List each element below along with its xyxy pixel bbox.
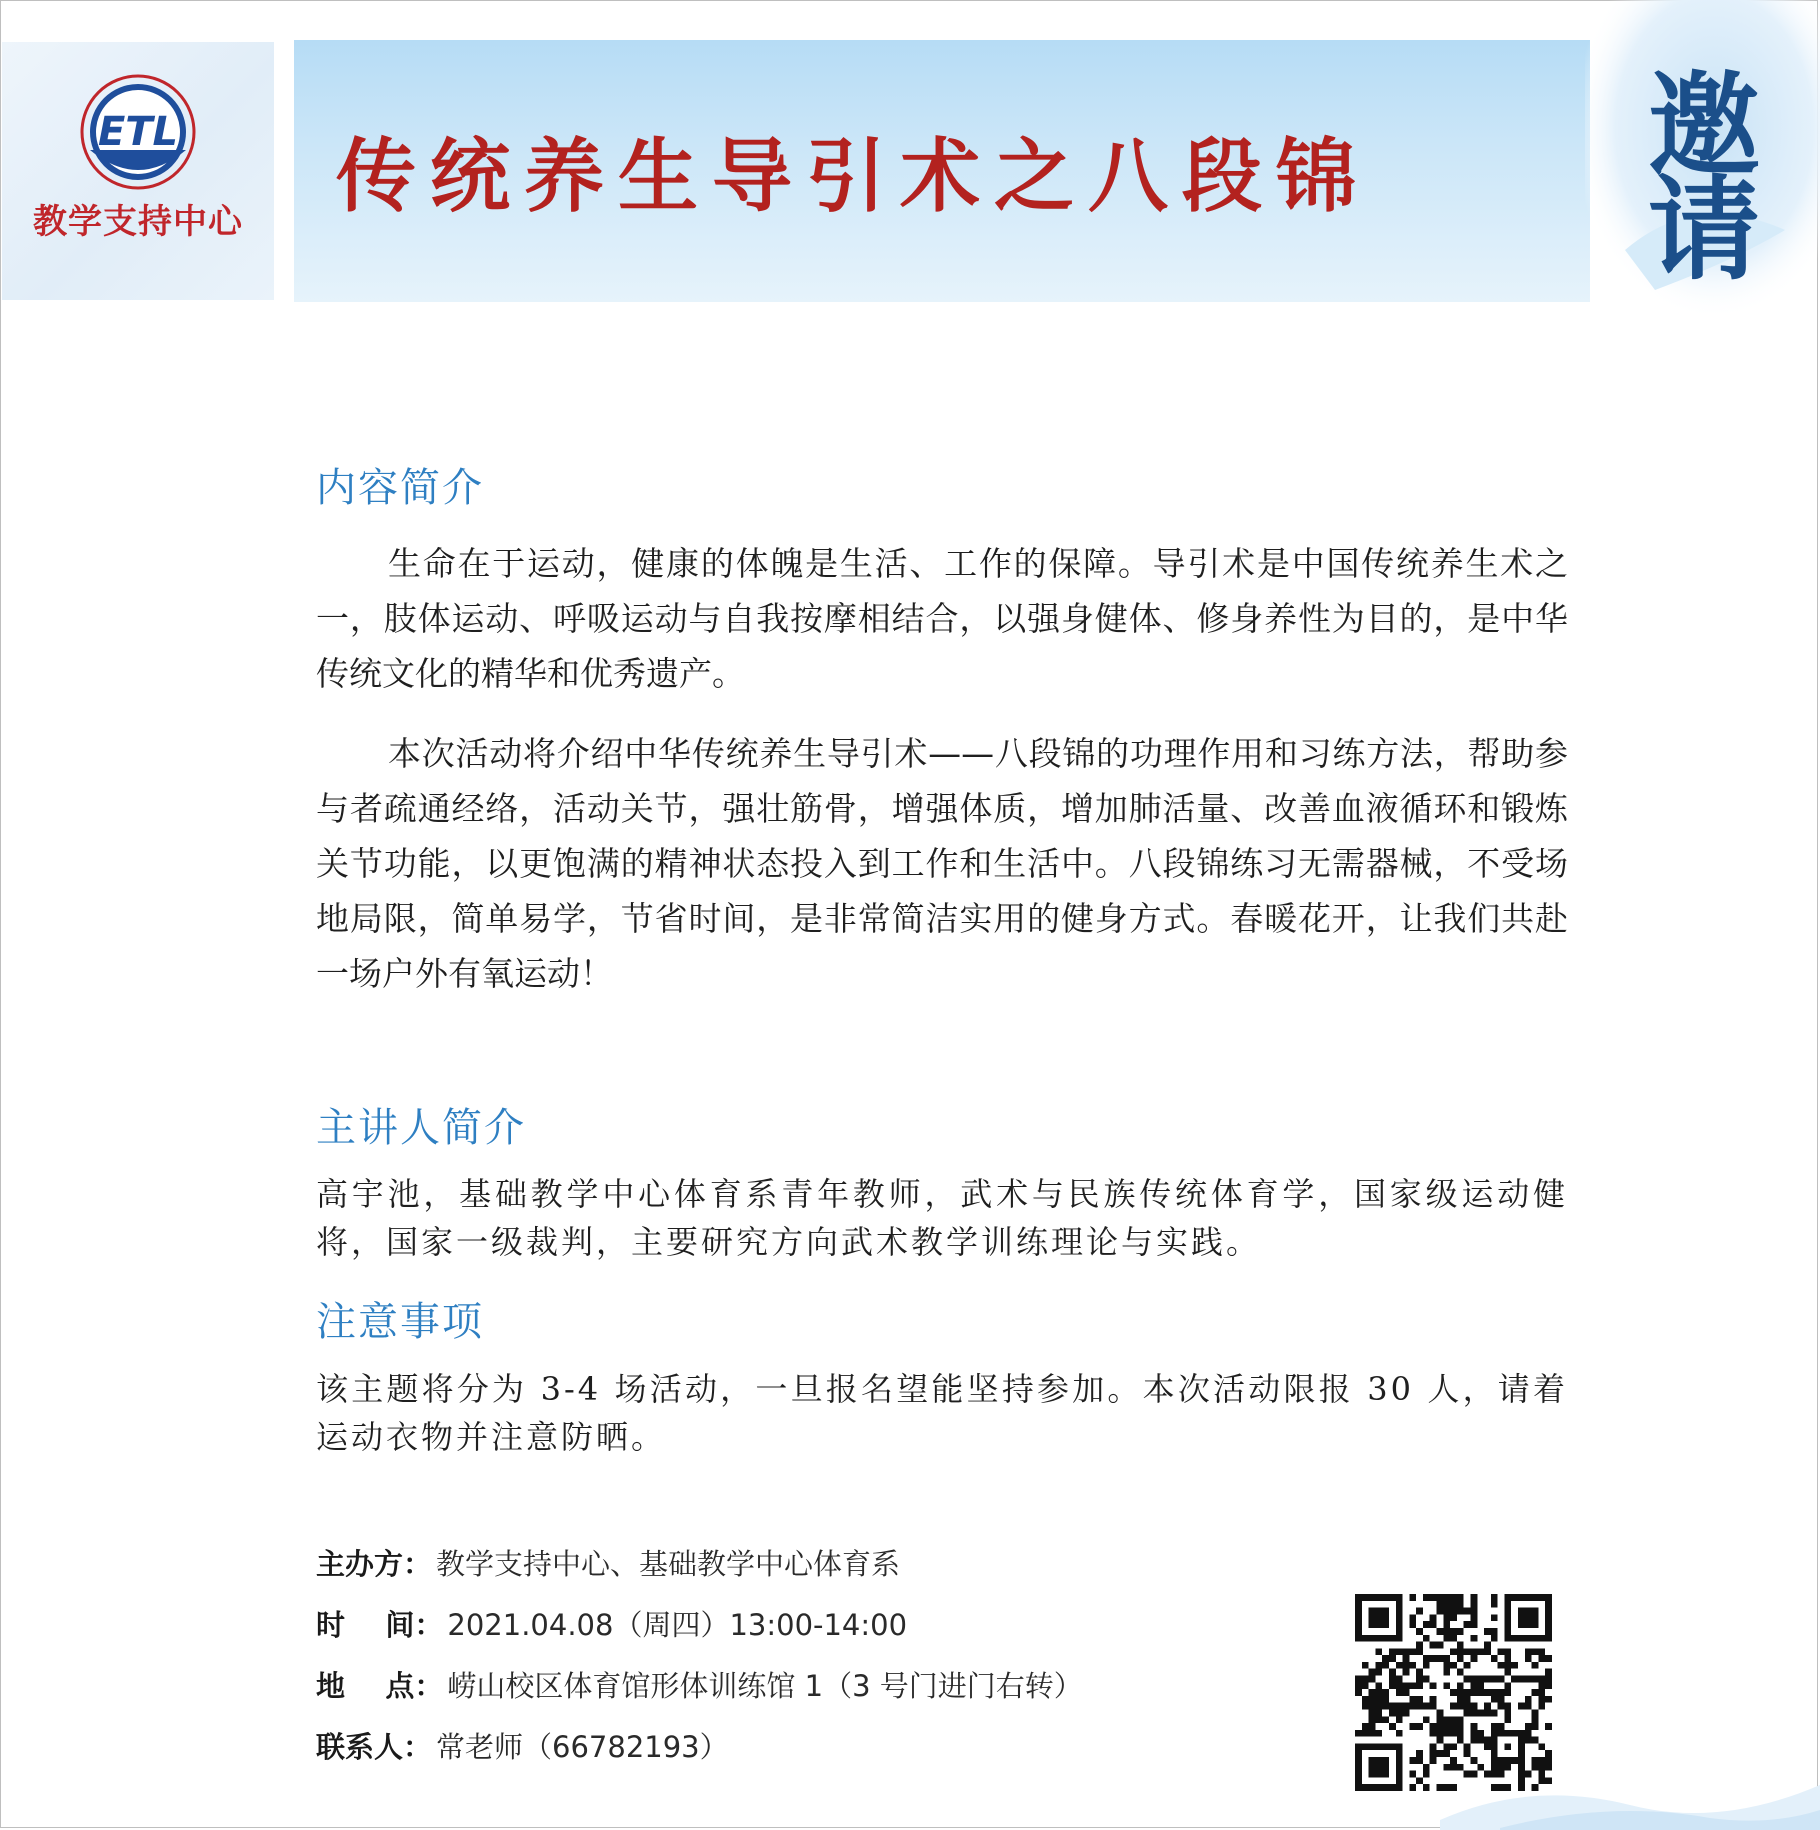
invite-decoration xyxy=(1585,0,1820,320)
info-organizer-value: 教学支持中心、基础教学中心体育系 xyxy=(436,1547,901,1581)
intro-body xyxy=(316,536,1568,1001)
info-contact-label: 联系人 xyxy=(316,1730,404,1764)
info-separator: ： xyxy=(403,1547,433,1581)
info-separator: ： xyxy=(414,1608,444,1642)
org-name: 教学支持中心 xyxy=(33,202,243,242)
intro-paragraph-1: 生命在于运动，健康的体魄是生活、工作的保障。导引术是中国传统养生术之一，肢体运动、呼吸运动与自我按摩相结合，以强身健体、修身养性为目的，是中华传统文化的精华和优秀遗产。 xyxy=(316,544,1568,693)
title-banner xyxy=(294,40,1590,302)
notes-heading: 注意事项 xyxy=(316,1299,484,1345)
event-info xyxy=(316,1542,1216,1786)
info-time xyxy=(316,1603,1216,1664)
speaker-section xyxy=(316,1096,1568,1153)
info-contact xyxy=(316,1725,1216,1786)
info-location-value: 崂山校区体育馆形体训练馆 1（3 号门进门右转） xyxy=(447,1669,1083,1703)
notes-body xyxy=(316,1365,1568,1461)
logo-panel xyxy=(2,42,274,300)
speaker-heading: 主讲人简介 xyxy=(316,1105,526,1151)
wave-decoration xyxy=(1440,1760,1820,1830)
info-separator: ： xyxy=(403,1730,433,1764)
notes-section xyxy=(316,1290,1568,1347)
logo-letters: ETL xyxy=(97,109,179,155)
info-location-label: 地 点 xyxy=(316,1669,415,1703)
info-organizer-label: 主办方 xyxy=(316,1547,404,1581)
info-separator: ： xyxy=(414,1669,444,1703)
intro-paragraph-2: 本次活动将介绍中华传统养生导引术——八段锦的功理作用和习练方法，帮助参与者疏通经络，活动关节，强壮筋骨，增强体质，增加肺活量、改善血液循环和锻炼关节功能，以更饱满的精神状态投入到工作和生活中。八段锦练习无需器械，不受场地局限，简单易学，节省时间，是非常简洁实用的健身方式。春暖花开，让我们共赴一场户外有氧运动！ xyxy=(316,734,1568,993)
info-time-label: 时 间 xyxy=(316,1608,415,1642)
info-organizer xyxy=(316,1542,1216,1603)
event-title: 传统养生导引术之八段锦 xyxy=(336,130,1370,223)
invite-text: 邀请 xyxy=(1629,66,1761,274)
info-contact-value: 常老师（66782193） xyxy=(436,1730,729,1764)
speaker-text: 高宇池，基础教学中心体育系青年教师，武术与民族传统体育学，国家级运动健将，国家一级裁判，主要研究方向武术教学训练理论与实践。 xyxy=(316,1175,1568,1261)
speaker-body xyxy=(316,1170,1568,1266)
info-location xyxy=(316,1664,1216,1725)
info-time-value: 2021.04.08（周四）13:00-14:00 xyxy=(447,1608,908,1642)
notes-text: 该主题将分为 3-4 场活动，一旦报名望能坚持参加。本次活动限报 30 人，请着运动衣物并注意防晒。 xyxy=(316,1370,1568,1456)
intro-heading: 内容简介 xyxy=(316,465,484,511)
etl-logo-icon xyxy=(78,72,198,192)
intro-section xyxy=(316,456,1568,513)
